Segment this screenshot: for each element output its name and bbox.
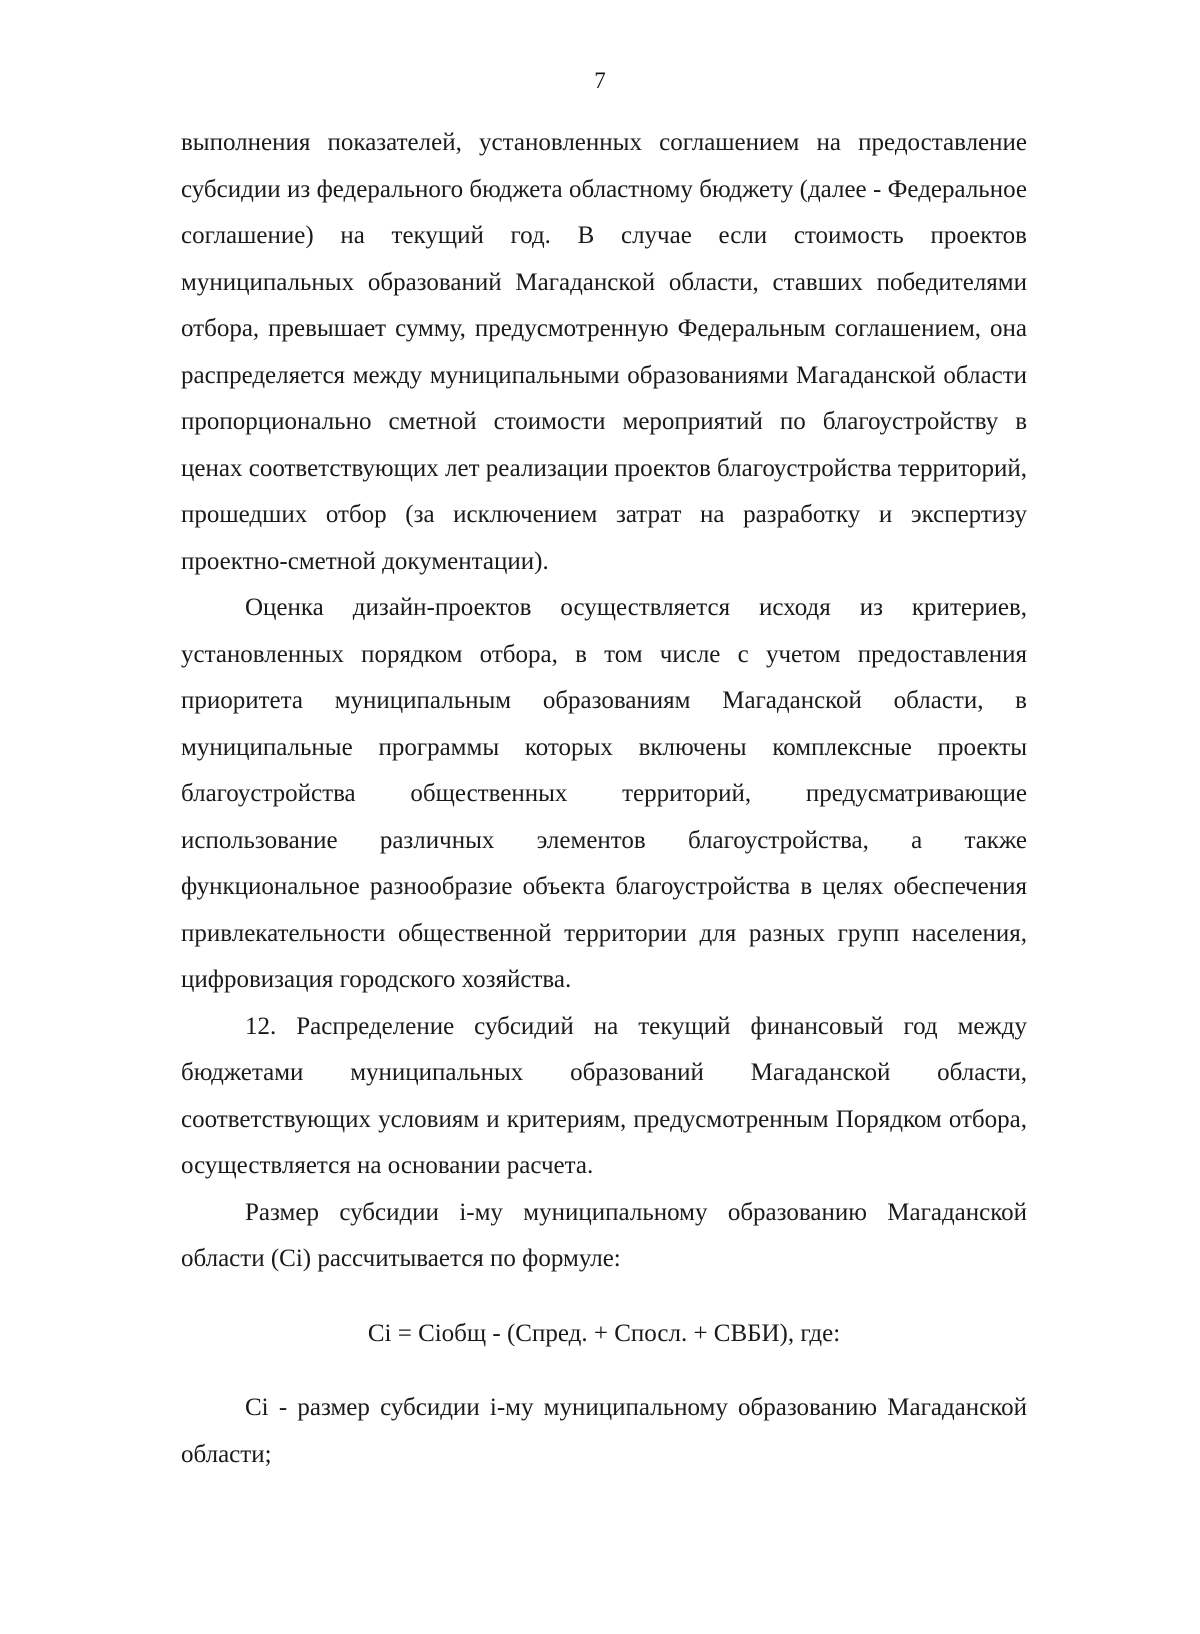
paragraph-subsidy-distribution: выполнения показателей, установленных соглашением на предоставление субсидии из федерального бюджета областному бюджету (далее - Федеральное соглашение) на текущий год. В случае если стоимость проектов муниципальных образований Магаданской области, ставших победителями отбора, превышает сумму, предусмотренную Федеральным соглашением, она распределяется между муниципальными образованиями Магаданской области пропорционально сметной стоимости мероприятий по благоустройству в ценах соответствующих лет реализации проектов благоустройства территорий, прошедших отбор (за исключением затрат на разработку и экспертизу проектно-сметной документации). — [181, 129, 1027, 575]
paragraph-subsidy-size: Размер субсидии i-му муниципальному образованию Магаданской области (Ci) рассчитывается по формуле: — [181, 1198, 1027, 1272]
subsidy-formula: Ci = Ciобщ - (Спред. + Спосл. + СВБИ), где: — [367, 1319, 841, 1347]
paragraph-ci-definition: Ci - размер субсидии i-му муниципальному образованию Магаданской области; — [181, 1394, 1027, 1468]
document-body — [181, 120, 1027, 1478]
paragraph-clause-12: 12. Распределение субсидий на текущий финансовый год между бюджетами муниципальных образований Магаданской области, соответствующих условиям и критериям, предусмотренным Порядком отбора, осуществляется на основании расчета. — [181, 1012, 1027, 1179]
paragraph-design-evaluation: Оценка дизайн-проектов осуществляется исходя из критериев, установленных порядком отбора, в том числе с учетом предоставления приоритета муниципальным образованиям Магаданской области, в муниципальные программы которых включены комплексные проекты благоустройства общественных территорий, предусматривающие использование различных элементов благоустройства, а также функциональное разнообразие объекта благоустройства в целях обеспечения привлекательности общественной территории для разных групп населения, цифровизация городского хозяйства. — [181, 594, 1027, 993]
page-number: 7 — [594, 68, 606, 93]
